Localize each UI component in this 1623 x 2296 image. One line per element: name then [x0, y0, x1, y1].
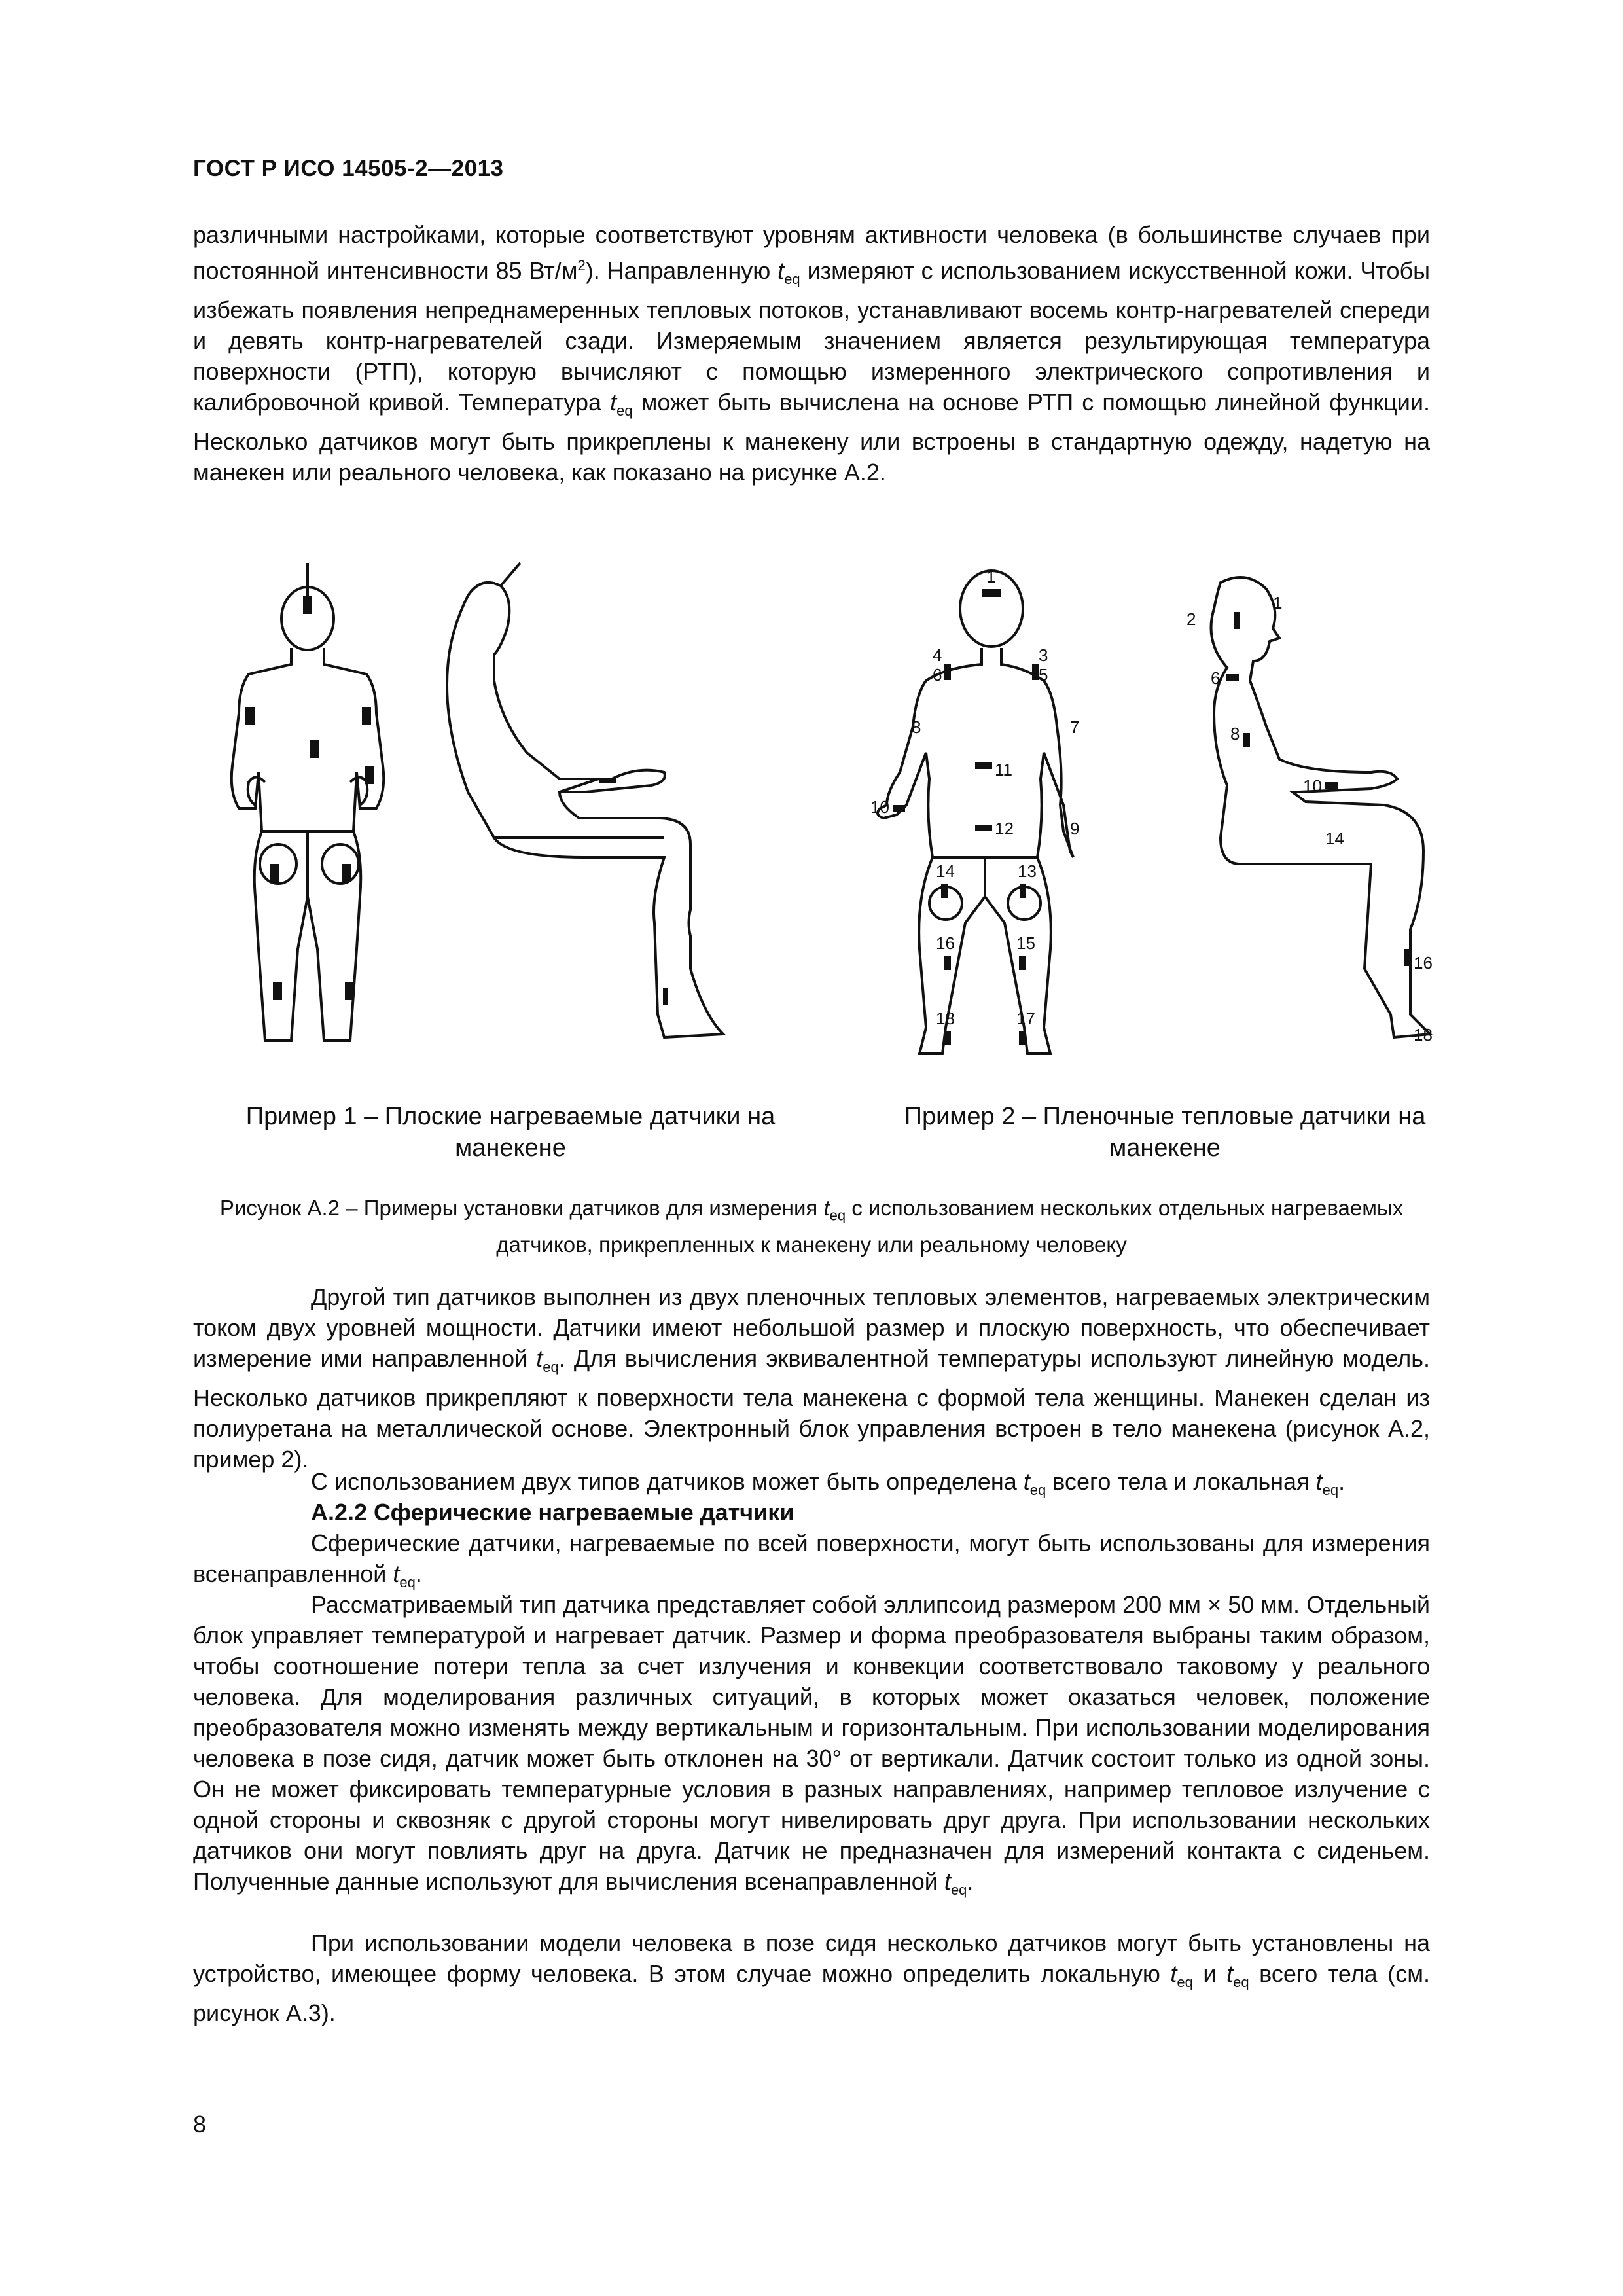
side-label: 14 — [1325, 829, 1344, 848]
sensor-marks-side — [599, 778, 668, 1005]
document-header: ГОСТ Р ИСО 14505-2—2013 — [193, 156, 504, 181]
figure-caption: Рисунок А.2 – Примеры установки датчиков для измерения $t_{eq}$ с использованием нескольких отдельных нагреваемых датчиков, прикрепленных к манекену или реальному человеку — [219, 1196, 1404, 1257]
front-label: 18 — [936, 1009, 955, 1028]
mannequin-side-view — [447, 563, 723, 1037]
mannequin-side-seated — [1211, 577, 1431, 1037]
section-heading: А.2.2 Сферические нагреваемые датчики — [311, 1499, 794, 1526]
mannequin-back-view — [232, 563, 384, 1041]
front-view-labels — [870, 567, 1079, 1028]
front-label: 3 — [1039, 645, 1048, 665]
front-label: 16 — [936, 933, 955, 953]
front-label: 15 — [1016, 933, 1035, 953]
side-label: 10 — [1303, 776, 1322, 796]
front-label: 14 — [936, 861, 955, 881]
side-label: 1 — [1273, 593, 1283, 613]
front-label: 11 — [995, 760, 1012, 780]
front-label: 5 — [1039, 665, 1048, 685]
side-label: 8 — [1230, 724, 1240, 744]
front-label: 8 — [912, 717, 921, 737]
example-1-caption: Пример 1 – Плоские нагреваемые датчики на манекене — [245, 1103, 776, 1162]
body-paragraph-2: С использованием двух типов датчиков может быть определена $t_{eq}$ всего тела и локальная $t_{eq}$. — [311, 1468, 1346, 1499]
sensor-marks-front — [893, 589, 1039, 1045]
front-label: 13 — [1018, 861, 1037, 881]
body-paragraph-4: Рассматриваемый тип датчика представляет собой эллипсоид размером 200 мм × 50 мм. Отдельный блок управляет температурой и нагревает датчик. Размер и форма преобразователя выбраны таким образом, чтобы соотношение потери тепла за счет излучения и конвекции соответствовало таковому у реального человека. Для моделирования различных ситуаций, в которых может оказаться человек, положение преобразователя можно изменять между вертикальным и горизонтальным. При использовании моделирования человека в позе сидя, датчик может быть отклонен на 30° от вертикали. Датчик состоит только из одной зоны. Он не может фиксировать температурные условия в разных направлениях, например тепловое излучение с одной стороны и сквозняк с другой стороны могут нивелировать друг друга. При использовании нескольких датчиков они могут повлиять друг на друга. Датчик не предназначен для измерений контакта с сиденьем. Полученные данные используют для вычисления всенаправленной $t_{eq}$. — [193, 1591, 1430, 1899]
body-paragraph-1: Другой тип датчиков выполнен из двух пленочных тепловых элементов, нагреваемых электрическим током двух уровней мощности. Датчики имеют небольшой размер и плоскую поверхность, что обеспечивает измерение ими направленной $t_{eq}$. Для вычисления эквивалентной температуры используют линейную модель. Несколько датчиков прикрепляют к поверхности тела манекена с формой тела женщины. Манекен сделан из полиуретана на металлической основе. Электронный блок управления встроен в тело манекена (рисунок А.2, пример 2). — [193, 1283, 1431, 1473]
intro-paragraph: различными настройками, которые соответствуют уровням активности человека (в большинстве случаев при постоянной интенсивности 85 $Вт/м^2$). Направленную $t_{eq}$ измеряют с использованием искусственной кожи. Чтобы избежать появления непреднамеренных тепловых потоков, устанавливают восемь контр-нагревателей спереди и девять контр-нагревателей сзади. Измеряемым значением является результирующая температура поверхности (РТП), которую вычисляют с помощью измеренного электрического сопротивления и калибровочной кривой. Температура $t_{eq}$ может быть вычислена на основе РТП с помощью линейной функции. Несколько датчиков могут быть прикреплены к манекену или встроены в стандартную одежду, надетую на манекен или реального человека, как показано на рисунке А.2. — [193, 221, 1430, 486]
page-number: 8 — [193, 2111, 207, 2138]
front-label: 10 — [870, 797, 889, 817]
side-label: 16 — [1414, 953, 1433, 973]
front-label: 6 — [933, 665, 942, 685]
front-label: 7 — [1070, 717, 1080, 737]
side-label: 6 — [1211, 668, 1221, 688]
example-2-caption: Пример 2 – Пленочные тепловые датчики на манекене — [904, 1103, 1426, 1162]
body-paragraph-3: Сферические датчики, нагреваемые по всей поверхности, могут быть использованы для измерения всенаправленной $t_{eq}$. — [193, 1530, 1430, 1591]
front-label: 1 — [986, 567, 996, 586]
side-label: 18 — [1414, 1025, 1433, 1045]
mannequin-front-view — [878, 571, 1073, 1054]
side-label: 2 — [1186, 609, 1196, 629]
front-label: 9 — [1070, 819, 1080, 838]
front-label: 4 — [933, 645, 942, 665]
body-paragraph-5: При использовании модели человека в позе сидя несколько датчиков могут быть установлены на устройство, имеющее форму человека. В этом случае можно определить локальную $t_{eq}$ и $t_{eq}$ всего тела (см. рисунок А.3). — [193, 1929, 1430, 2027]
figure-drawing — [193, 556, 1433, 1093]
front-label: 17 — [1016, 1009, 1035, 1028]
front-label: 12 — [995, 819, 1014, 838]
